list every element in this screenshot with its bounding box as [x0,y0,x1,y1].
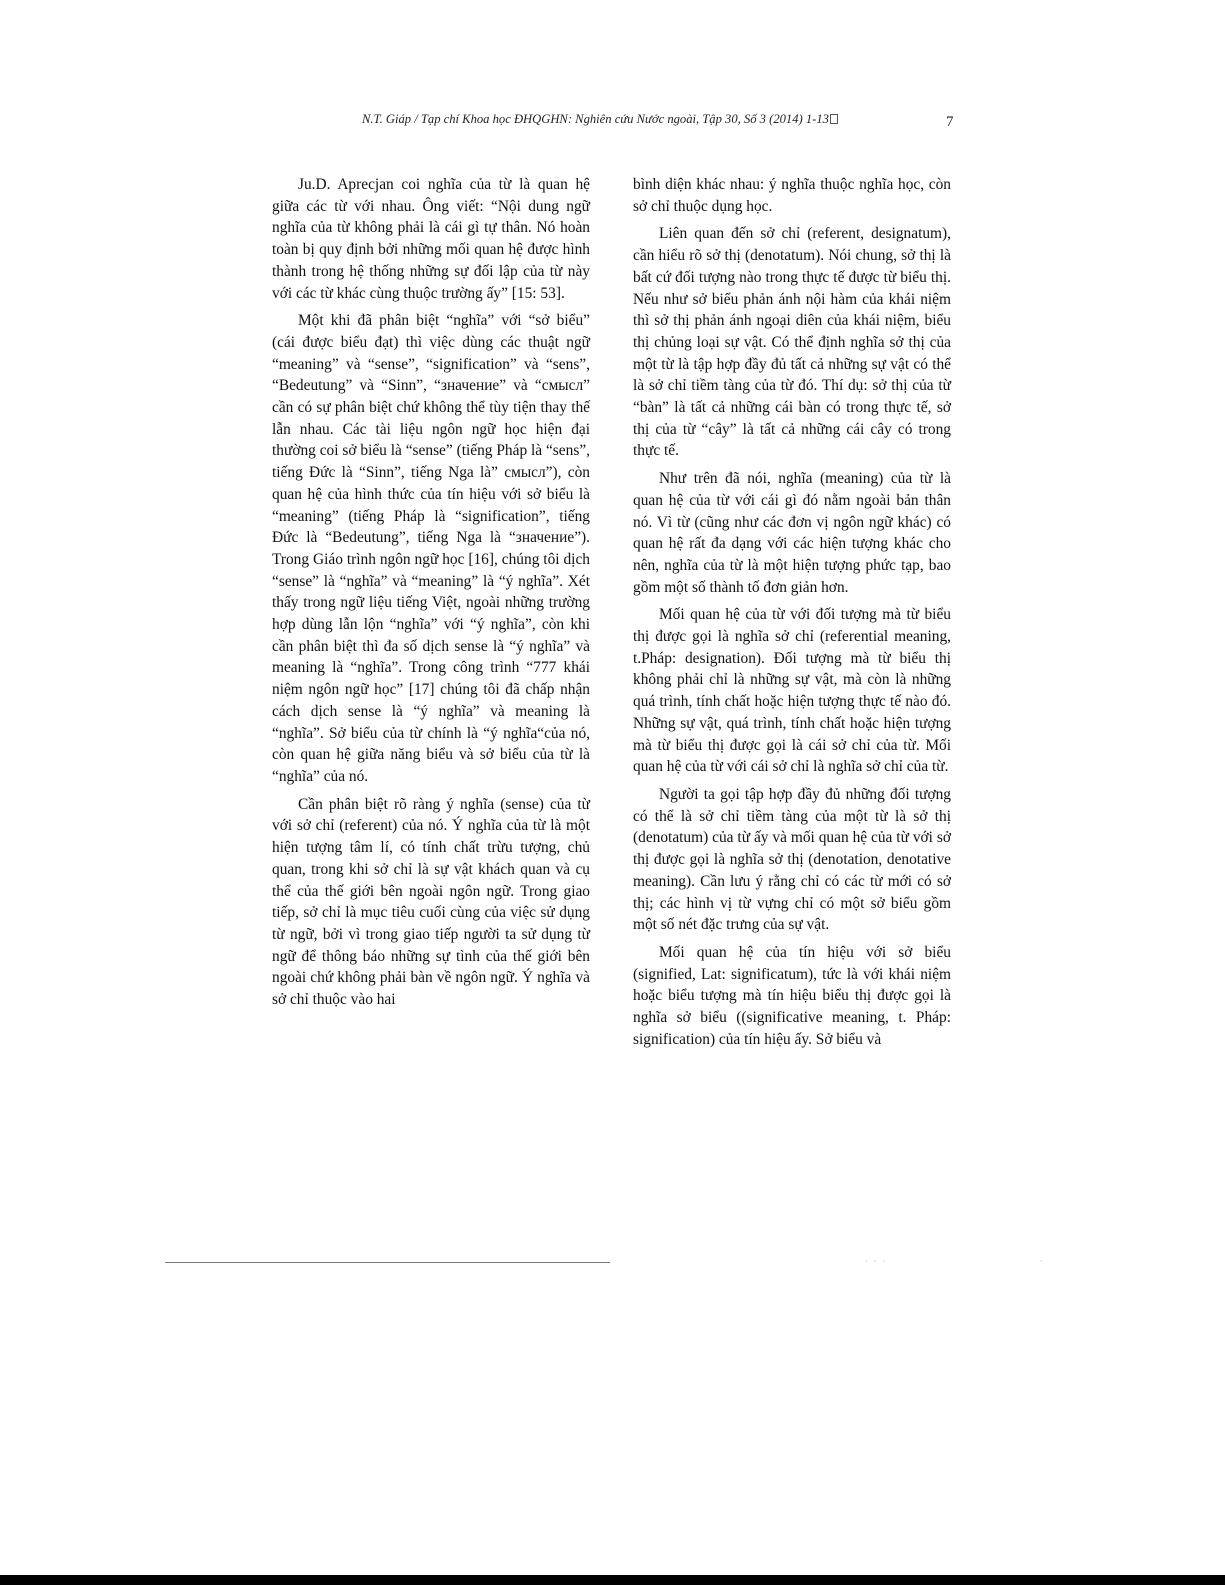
scan-bottom-edge [0,1575,1225,1585]
paragraph: Như trên đã nói, nghĩa (meaning) của từ là quan hệ của từ với cái gì đó nằm ngoài bản thân nó. Vì từ (cũng như các đơn vị ngôn ngữ khác) có quan hệ rất đa dạng với các hiện tượng khác cho nên, nghĩa của từ là một hiện tượng phức tạp, bao gồm một số thành tố đơn giản hơn. [633,470,951,596]
paragraph: Mối quan hệ của từ với đối tượng mà từ biểu thị được gọi là nghĩa sở chỉ (referential meaning, t.Pháp: designation). Đối tượng mà từ biểu thị không phải chỉ là những sự vật, mà còn là những quá trình, tính chất hoặc hiện tượng thực tế nào đó. Những sự vật, quá trình, tính chất hoặc hiện tượng mà từ biểu thị được gọi là cái sở chỉ của từ. Mối quan hệ của từ với cái sở chỉ là nghĩa sở chỉ của từ. [633,606,951,776]
paragraph: Mối quan hệ của tín hiệu với sở biểu (signified, Lat: significatum), tức là với khái niệm hoặc biểu tượng mà tín hiệu biểu thị được gọi là nghĩa sở biểu ((significative meaning, t. Pháp: signification) của tín hiệu ấy. Sở biểu và [633,943,951,1048]
missing-glyph-box [830,114,838,124]
paragraph: Ju.D. Aprecjan coi nghĩa của từ là quan hệ giữa các từ với nhau. Ông viết: “Nội dung ngữ nghĩa của từ không phải là cái gì tự thân. Nó hoàn toàn bị quy định bởi những mối quan hệ được hình thành trong hệ thống những sự đối lập của từ này với các từ khác cùng thuộc trường ấy” [15: 53]. [272,176,590,302]
footnote-rule [165,1262,610,1263]
left-column [272,174,590,1017]
paragraph-continued: bình diện khác nhau: ý nghĩa thuộc nghĩa học, còn sở chỉ thuộc dụng học. [633,176,951,215]
page-number: 7 [946,114,954,130]
scan-artifact-dots: · · · [865,1257,887,1266]
paragraph: Cần phân biệt rõ ràng ý nghĩa (sense) của từ với sở chỉ (referent) của nó. Ý nghĩa của từ là một hiện tượng tâm lí, có tính chất trừu tượng, chủ quan, trong khi sở chỉ là sự vật khách quan và cụ thể của thế giới bên ngoài ngôn ngữ. Trong giao tiếp, sở chỉ là mục tiêu cuối cùng của việc sử dụng từ ngữ, bởi vì trong giao tiếp người ta sử dụng từ ngữ để thông báo những sự tình của thế giới bên ngoài chứ không phải bàn về ngôn ngữ. Ý nghĩa và sở chỉ thuộc vào hai [272,795,590,1009]
paragraph: Một khi đã phân biệt “nghĩa” với “sở biểu” (cái được biểu đạt) thì việc dùng các thuật ngữ “meaning” và “sense”, “signification” và “sens”, “Bedeutung” và “Sinn”, “значение” và “смысл” cần có sự phân biệt chứ không thể tùy tiện thay thế lẫn nhau. Các tài liệu ngôn ngữ học hiện đại thường coi sở biểu là “sense” (tiếng Pháp là “sens”, tiếng Đức là “Sinn”, tiếng Nga là” смысл”), còn quan hệ của hình thức của tín hiệu với sở biểu là “meaning” (tiếng Pháp là “signification”, tiếng Đức là “Bedeutung”, tiếng Nga là “значение”). Trong Giáo trình ngôn ngữ học [16], chúng tôi dịch “sense” là “nghĩa” và “meaning” là “ý nghĩa”. Xét thấy trong ngữ liệu tiếng Việt, ngoài những trường hợp dùng lẫn lộn “nghĩa” với “ý nghĩa”, còn khi cần phân biệt thì đa số dịch sense là “ý nghĩa” và meaning là “nghĩa”. Trong công trình “777 khái niệm ngôn ngữ học” [17] chúng tôi đã chấp nhận cách dịch sense là “ý nghĩa” và meaning là “nghĩa”. Sở biểu của từ chính là “ý nghĩa“của nó, còn quan hệ giữa năng biểu và sở biểu của từ là “nghĩa” của nó. [272,312,590,785]
right-column [633,174,951,1056]
paragraph: Người ta gọi tập hợp đầy đủ những đối tượng có thể là sở chỉ tiềm tàng của một từ là sở thị (denotatum) của từ ấy và mối quan hệ của từ với sở thị được gọi là nghĩa sở thị (denotation, denotative meaning). Cần lưu ý rằng chỉ có các từ mới có sở thị; các hình vị từ vựng chỉ có một sở biểu gồm một số nét đặc trưng của sự vật. [633,785,951,934]
scan-artifact-dot: · [1040,1257,1043,1266]
running-title: N.T. Giáp / Tạp chí Khoa học ĐHQGHN: Nghiên cứu Nước ngoài, Tập 30, Số 3 (2014) 1-13 [362,112,838,127]
paragraph: Liên quan đến sở chỉ (referent, designatum), cần hiểu rõ sở thị (denotatum). Nói chung, sở thị là bất cứ đối tượng nào trong thực tế được từ biểu thị. Nếu như sở biểu phản ánh nội hàm của khái niệm thì sở thị phản ánh ngoại diên của khái niệm, biểu thị chủng loại sự vật. Có thể định nghĩa sở thị của một từ là tập hợp đầy đủ tất cả những sự vật có thể là sở chỉ tiềm tàng của từ đó. Thí dụ: sở thị của từ “bàn” là tất cả những cái bàn có trong thực tế, sở thị của từ “cây” là tất cả những cái cây có trong thực tế. [633,225,951,460]
